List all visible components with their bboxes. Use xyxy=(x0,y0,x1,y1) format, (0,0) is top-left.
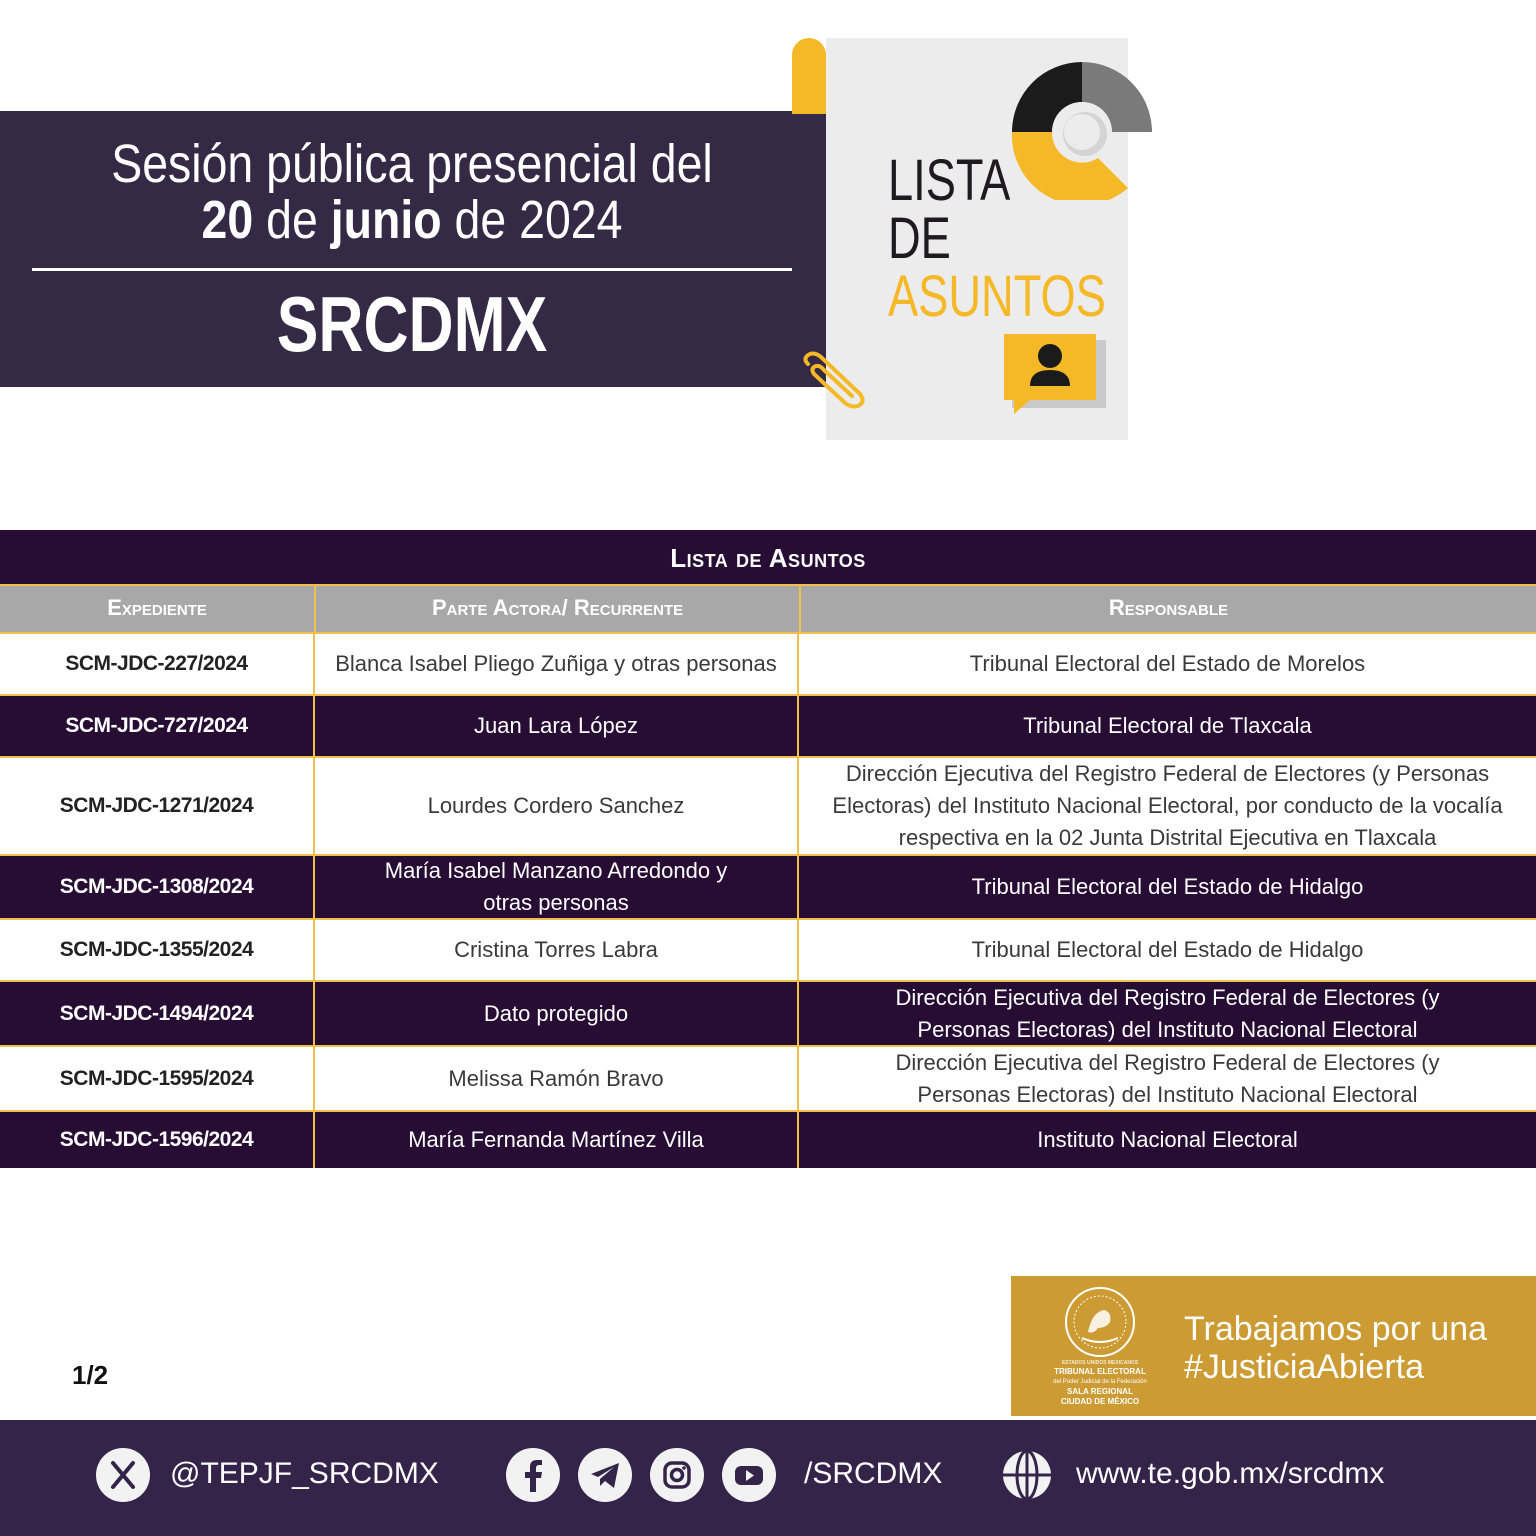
cell-responsable: Dirección Ejecutiva del Registro Federal de Electores (y Personas Electoras) del Instituto Nacional Electoral, por conducto de la vocalía respectiva en la 02 Junta Distrital Ejecutiva en Tlaxcala xyxy=(832,761,1503,850)
seal-arc-text: ESTADOS UNIDOS MEXICANOS xyxy=(1061,1360,1139,1366)
facebook-icon[interactable] xyxy=(506,1448,560,1502)
cell-parte-actora: Lourdes Cordero Sanchez xyxy=(315,758,799,854)
case-list-table xyxy=(0,530,1536,1168)
paperclip-icon xyxy=(800,350,870,410)
cell-responsable: Dirección Ejecutiva del Registro Federal de Electores (y Personas Electoras) del Instituto Nacional Electoral xyxy=(895,1049,1440,1107)
session-title xyxy=(85,136,739,248)
cell-expediente: SCM-JDC-727/2024 xyxy=(0,696,315,756)
session-date xyxy=(202,190,623,250)
cell-expediente: SCM-JDC-1308/2024 xyxy=(0,856,315,918)
table-header-row xyxy=(0,584,1536,634)
cell-responsable: Tribunal Electoral de Tlaxcala xyxy=(1023,713,1312,738)
website-link[interactable]: www.te.gob.mx/srcdmx xyxy=(1076,1457,1385,1490)
slogan-line1: Trabajamos por una xyxy=(1184,1310,1488,1348)
national-seal-icon xyxy=(1062,1284,1138,1360)
seal-line-3: SALA REGIONAL xyxy=(1067,1387,1133,1396)
seal-caption xyxy=(1030,1360,1170,1407)
table-title: Lista de Asuntos xyxy=(0,530,1536,584)
cell-expediente: SCM-JDC-1595/2024 xyxy=(0,1047,315,1110)
seal-line-1: TRIBUNAL ELECTORAL xyxy=(1054,1367,1146,1376)
cell-parte-actora: Dato protegido xyxy=(315,982,799,1045)
table-row xyxy=(0,1047,1536,1112)
instagram-icon[interactable] xyxy=(650,1448,704,1502)
youtube-icon[interactable] xyxy=(722,1448,776,1502)
cell-parte-actora: Juan Lara López xyxy=(315,696,799,756)
slogan-line2: #JusticiaAbierta xyxy=(1184,1348,1425,1386)
table-row xyxy=(0,856,1536,920)
cell-expediente: SCM-JDC-1355/2024 xyxy=(0,920,315,980)
document-tab xyxy=(792,38,826,114)
column-header-parte-actora: Parte Actora/ Recurrente xyxy=(316,586,801,632)
x-icon[interactable] xyxy=(96,1448,150,1502)
date-year: 2024 xyxy=(519,190,623,250)
cell-responsable: Tribunal Electoral del Estado de Hidalgo xyxy=(971,937,1364,962)
date-de: de xyxy=(266,190,318,250)
cell-expediente: SCM-JDC-1494/2024 xyxy=(0,982,315,1045)
slogan xyxy=(1184,1310,1487,1386)
table-row xyxy=(0,758,1536,856)
table-row xyxy=(0,982,1536,1047)
cell-expediente: SCM-JDC-227/2024 xyxy=(0,634,315,694)
x-handle-link[interactable]: @TEPJF_SRCDMX xyxy=(170,1457,439,1490)
cell-responsable: Dirección Ejecutiva del Registro Federal de Electores (y Personas Electoras) del Instituto Nacional Electoral xyxy=(895,984,1440,1042)
cell-responsable: Tribunal Electoral del Estado de Morelos xyxy=(969,651,1366,676)
table-row xyxy=(0,696,1536,758)
social-handle-link[interactable]: /SRCDMX xyxy=(804,1457,943,1490)
seal-line-4: CIUDAD DE MÉXICO xyxy=(1060,1397,1140,1406)
table-row xyxy=(0,1112,1536,1168)
document-title-de: DE xyxy=(888,206,951,271)
cell-responsable: Instituto Nacional Electoral xyxy=(1037,1127,1298,1152)
cell-parte-actora: Cristina Torres Labra xyxy=(315,920,799,980)
cell-responsable: Tribunal Electoral del Estado de Hidalgo xyxy=(971,874,1364,899)
cell-parte-actora: Melissa Ramón Bravo xyxy=(315,1047,799,1110)
table-row xyxy=(0,634,1536,696)
document-title xyxy=(888,148,1106,329)
cell-parte-actora: Blanca Isabel Pliego Zuñiga y otras personas xyxy=(315,634,799,694)
column-header-responsable: Responsable xyxy=(1108,595,1229,620)
document-title-lista: LISTA xyxy=(888,148,1011,213)
session-title-line1: Sesión pública presencial del xyxy=(111,134,713,194)
globe-icon[interactable] xyxy=(1000,1448,1054,1502)
cell-parte-actora: María Isabel Manzano Arredondo y otras personas xyxy=(315,856,799,918)
org-name: SRCDMX xyxy=(276,280,548,368)
cell-expediente: SCM-JDC-1596/2024 xyxy=(0,1112,315,1168)
page-indicator: 1/2 xyxy=(72,1360,109,1390)
date-month: junio xyxy=(330,190,442,250)
banner-divider xyxy=(32,268,792,271)
document-title-asuntos: ASUNTOS xyxy=(888,264,1106,329)
table-row xyxy=(0,920,1536,982)
cell-expediente: SCM-JDC-1271/2024 xyxy=(0,758,315,854)
date-day: 20 xyxy=(201,190,254,250)
column-header-expediente: Expediente xyxy=(0,586,316,632)
date-de: de xyxy=(454,190,507,250)
telegram-icon[interactable] xyxy=(578,1448,632,1502)
seal-line-2: del Poder Judicial de la Federación xyxy=(1053,1379,1147,1385)
user-icon xyxy=(1000,330,1110,420)
cell-parte-actora: María Fernanda Martínez Villa xyxy=(315,1112,799,1168)
